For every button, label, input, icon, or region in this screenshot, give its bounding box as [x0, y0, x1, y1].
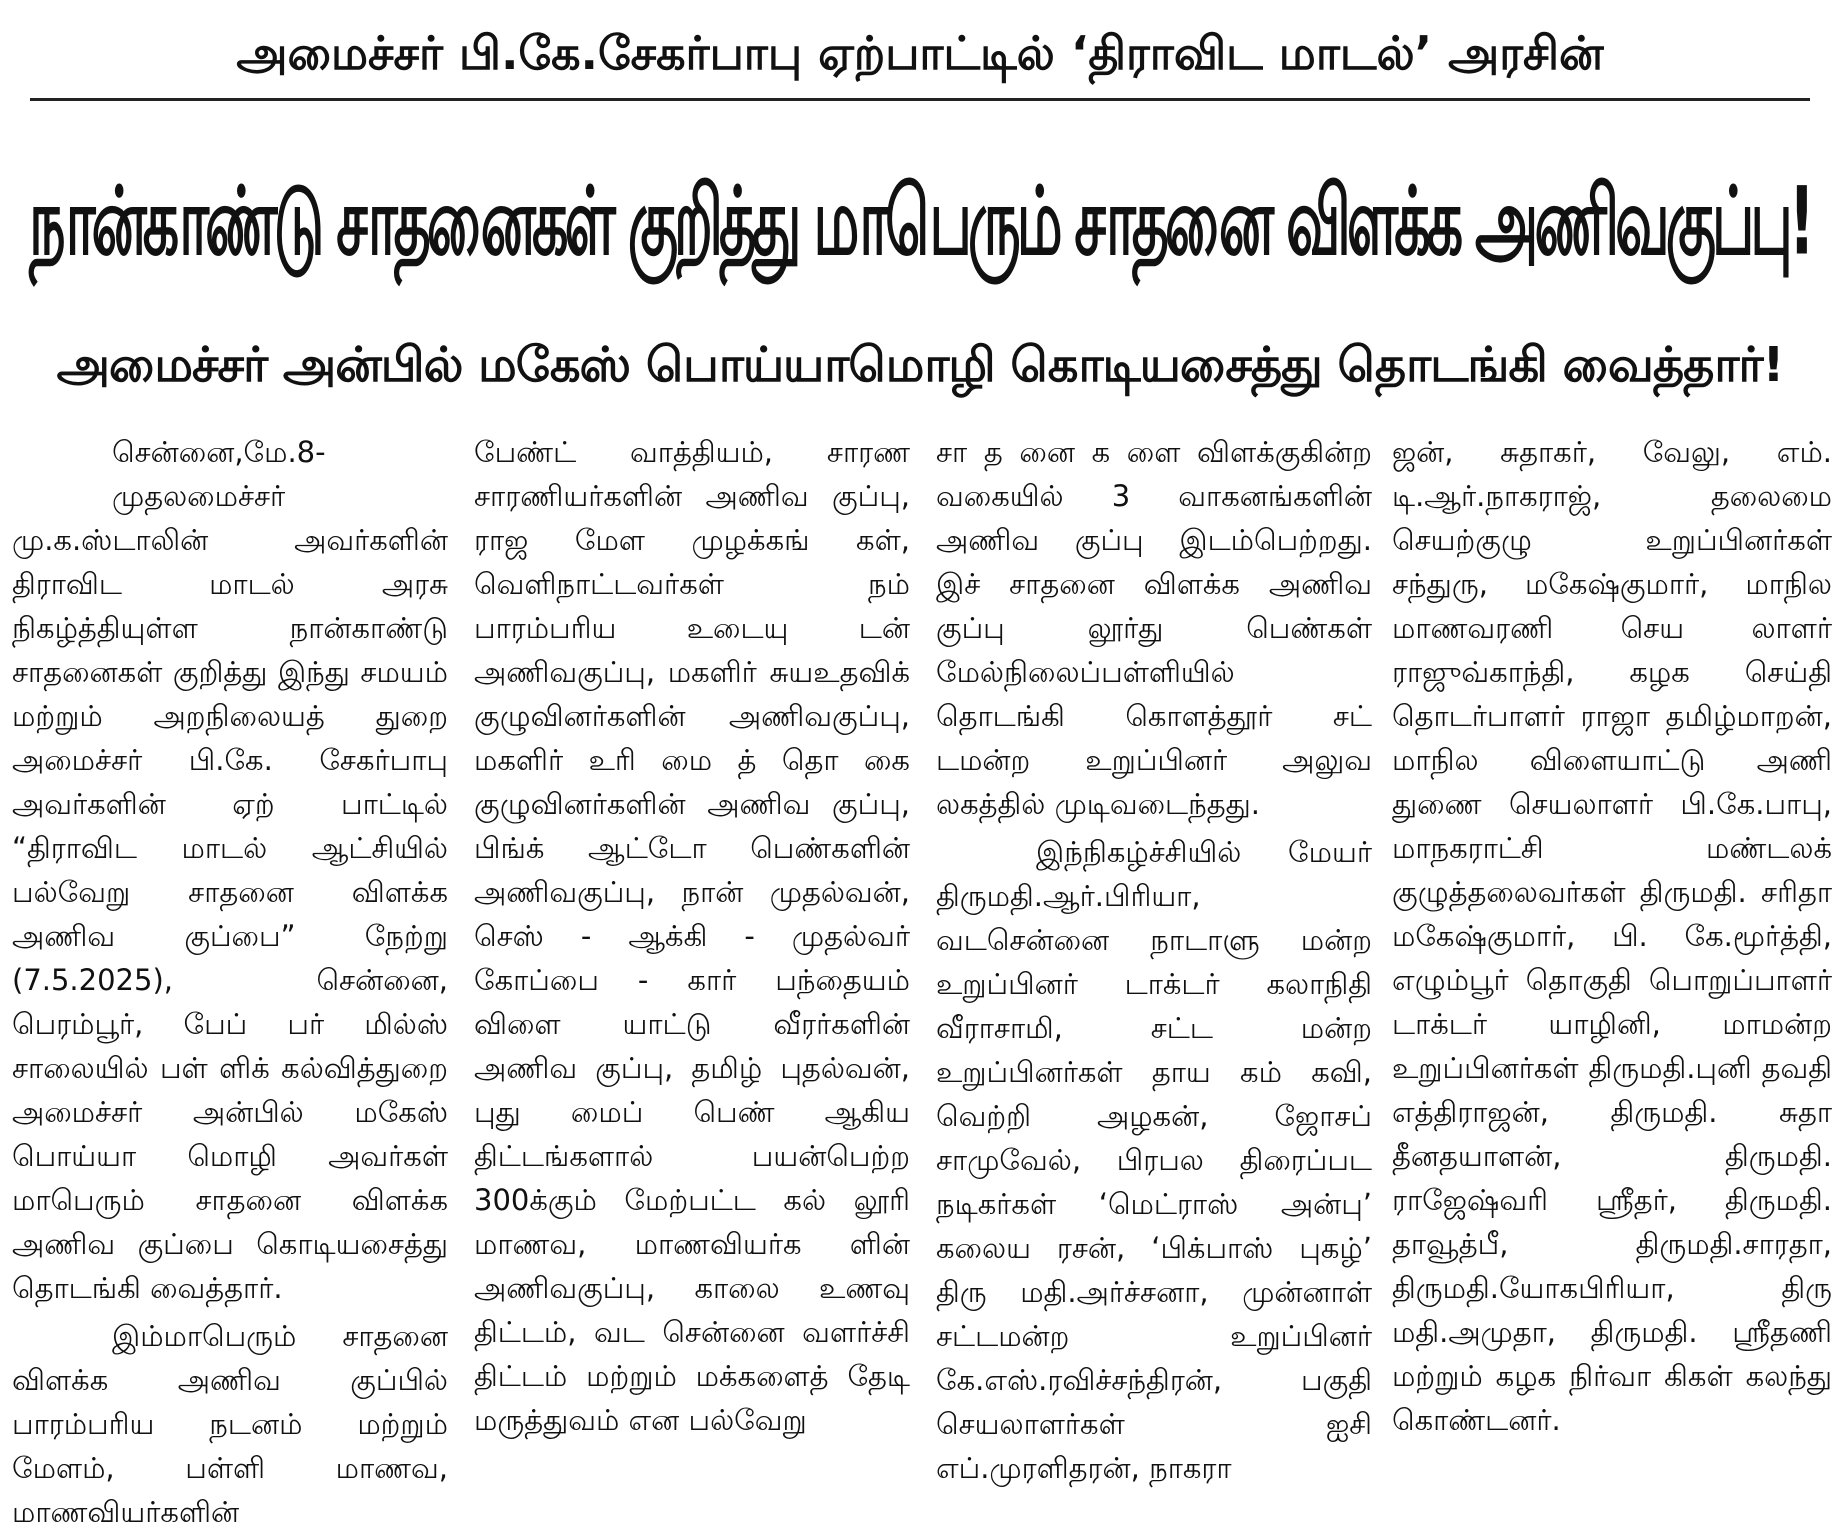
kicker-line: அமைச்சர் பி.கே.சேகர்பாபு ஏற்பாட்டில் ‘திராவிட மாடல்’ அரசின் [236, 26, 1604, 80]
headline: நான்காண்டு சாதனைகள் குறித்து மாபெரும் சாதனை விளக்க அணிவகுப்பு! [29, 167, 1811, 277]
column-1-paragraph-2: இம்மாபெரும் சாதனை விளக்க அணிவ குப்பில் பாரம்பரிய நடனம் மற்றும் மேளம், பள்ளி மாணவ, மாணவியர்களின் [12, 1319, 448, 1529]
column-1-paragraph-1: முதலமைச்சர் மு.க.ஸ்டாலின் அவர்களின் திராவிட மாடல் அரசு நிகழ்த்தியுள்ள நான்காண்டு சாதனைகள் குறித்து இந்து சமயம் மற்றும் அறநிலையத் துறை அமைச்சர் பி.கே. சேகர்பாபு அவர்களின் ஏற் பாட்டில் “திராவிட மாடல் ஆட்சியில் பல்வேறு சாதனை விளக்க அணிவ குப்பை” நேற்று (7.5.2025), சென்னை, பெரம்பூர், பேப் பர் மில்ஸ் சாலையில் பள் ளிக் கல்வித்துறை அமைச்சர் அன்பில் மகேஸ் பொய்யா மொழி அவர்கள் மாபெரும் சாதனை விளக்க அணிவ குப்பை கொடியசைத்து தொடங்கி வைத்தார். [12, 479, 448, 1305]
article-column-4 [1392, 430, 1832, 1502]
dateline: சென்னை,மே.8- [112, 435, 326, 469]
column-3-paragraph-1: சா த னை க ளை விளக்குகின்ற வகையில் 3 வாகனங்களின் அணிவ குப்பு இடம்பெற்றது. இச் சாதனை விளக்க அணிவ குப்பு லூர்து பெண்கள் மேல்நிலைப்பள்ளியில் தொடங்கி கொளத்தூர் சட் டமன்ற உறுப்பினர் அலுவ லகத்தில் முடிவடைந்தது. [936, 435, 1372, 821]
column-2-paragraph-1: பேண்ட் வாத்தியம், சாரண சாரணியர்களின் அணிவ குப்பு, ராஜ மேள முழக்கங் கள், வெளிநாட்டவர்கள் நம் பாரம்பரிய உடையு டன் அணிவகுப்பு, மகளிர் சுயஉதவிக் குழுவினர்களின் அணிவகுப்பு, மகளிர் உரி மை த் தொ கை குழுவினர்களின் அணிவ குப்பு, பிங்க் ஆட்டோ பெண்களின் அணிவகுப்பு, நான் முதல்வன், செஸ் - ஆக்கி - முதல்வர் கோப்பை - கார் பந்தையம் விளை யாட்டு வீரர்களின் அணிவ குப்பு, தமிழ் புதல்வன், புது மைப் பெண் ஆகிய திட்டங்களால் பயன்பெற்ற 300க்கும் மேற்பட்ட கல் லூரி மாணவ, மாணவியர்க ளின் அணிவகுப்பு, காலை உணவு திட்டம், வட சென்னை வளர்ச்சி திட்டம் மற்றும் மக்களைத் தேடி மருத்துவம் என பல்வேறு [474, 435, 910, 1437]
article-column-3 [936, 430, 1372, 1502]
subheadline: அமைச்சர் அன்பில் மகேஸ் பொய்யாமொழி கொடியசைத்து தொடங்கி வைத்தார்! [56, 337, 1784, 393]
article-column-2 [474, 430, 910, 1502]
column-3-paragraph-2: இந்நிகழ்ச்சியில் மேயர் திருமதி.ஆர்.பிரியா, வடசென்னை நாடாளு மன்ற உறுப்பினர் டாக்டர் கலாநிதி வீராசாமி, சட்ட மன்ற உறுப்பினர்கள் தாய கம் கவி, வெற்றி அழகன், ஜோசப் சாமுவேல், பிரபல திரைப்பட நடிகர்கள் ‘மெட்ராஸ் அன்பு’ கலைய ரசன், ‘பிக்பாஸ் புகழ்’ திரு மதி.அர்ச்சனா, முன்னாள் சட்டமன்ற உறுப்பினர் கே.எஸ்.ரவிச்சந்திரன், பகுதி செயலாளர்கள் ஐசி எப்.முரளிதரன், நாகரா [936, 835, 1372, 1485]
column-4-paragraph-1: ஜன், சுதாகர், வேலு, எம். டி.ஆர்.நாகராஜ், தலைமை செயற்குழு உறுப்பினர்கள் சந்துரு, மகேஷ்குமார், மாநில மாணவரணி செய லாளர் ராஜுவ்காந்தி, கழக செய்தி தொடர்பாளர் ராஜா தமிழ்மாறன், மாநில விளையாட்டு அணி துணை செயலாளர் பி.கே.பாபு, மாநகராட்சி மண்டலக் குழுத்தலைவர்கள் திருமதி. சரிதா மகேஷ்குமார், பி. கே.மூர்த்தி, எழும்பூர் தொகுதி பொறுப்பாளர் டாக்டர் யாழினி, மாமன்ற உறுப்பினர்கள் திருமதி.புனி தவதி எத்திராஜன், திருமதி. சுதா தீனதயாளன், திருமதி. ராஜேஷ்வரி ஸ்ரீதர், திருமதி. தாவூத்பீ, திருமதி.சாரதா, திருமதி.யோகபிரியா, திரு மதி.அமுதா, திருமதி. ஸ்ரீதணி மற்றும் கழக நிர்வா கிகள் கலந்து கொண்டனர். [1392, 435, 1832, 1437]
article-column-1 [12, 430, 448, 1529]
